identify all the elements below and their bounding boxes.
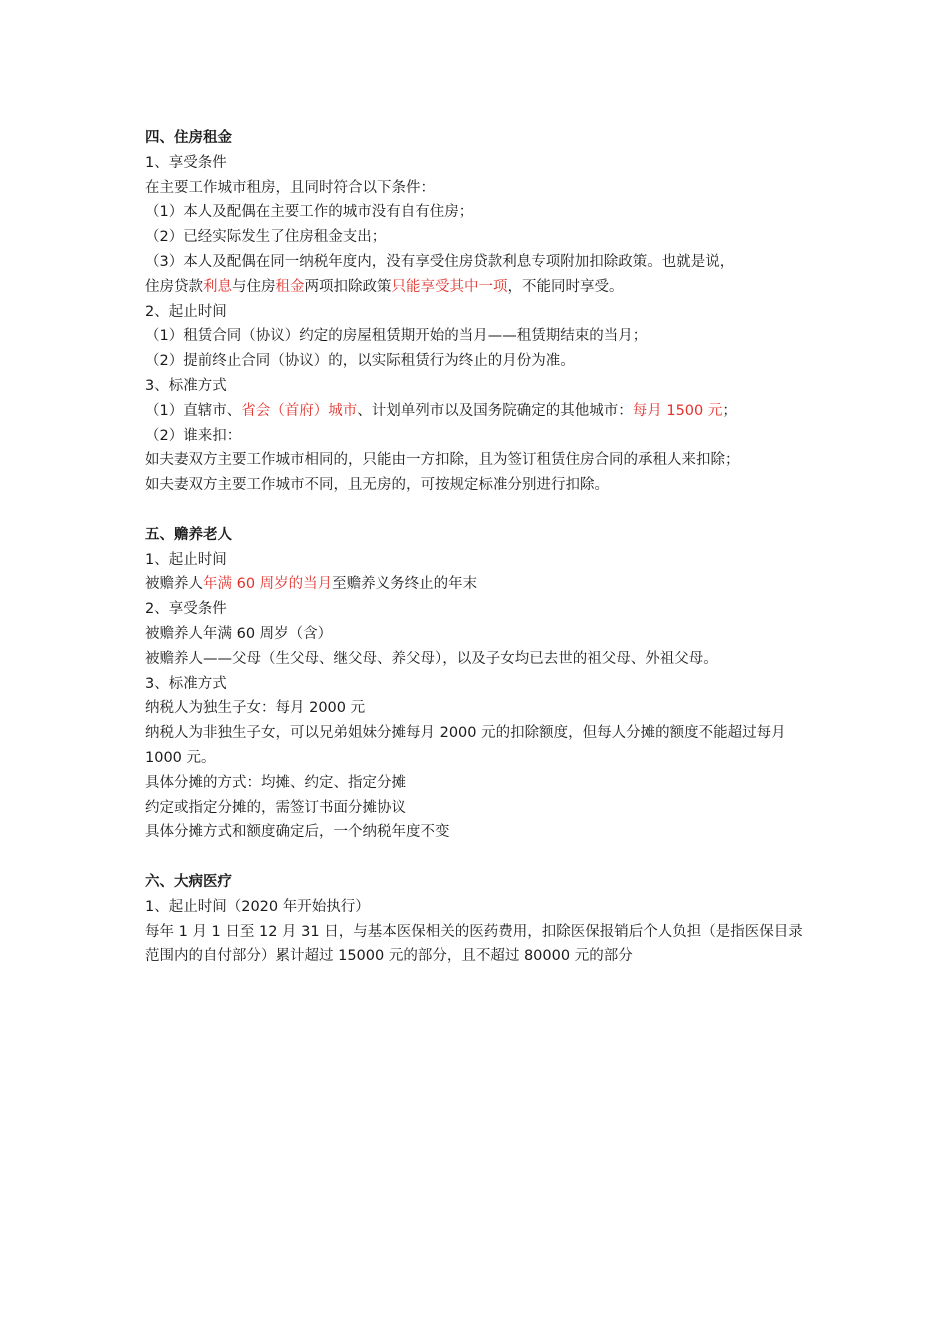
- text-segment: 两项扣除政策: [304, 278, 392, 295]
- paragraph-line: [145, 349, 810, 374]
- paragraph-line: [145, 622, 810, 647]
- paragraph-line: [145, 275, 810, 300]
- text-segment: 纳税人为非独生子女，可以兄弟姐妹分摊每月 2000 元的扣除额度，但每人分摊的额度不能超过每月 1000 元。: [145, 725, 786, 766]
- paragraph-line: [145, 572, 810, 597]
- text-segment: （1）本人及配偶在主要工作的城市没有自有住房；: [145, 204, 474, 221]
- paragraph-line: [145, 920, 810, 970]
- highlight-text: 每月 1500 元: [632, 402, 723, 419]
- text-segment: 3、标准方式: [145, 675, 227, 692]
- section: [145, 126, 810, 498]
- paragraph-line: [145, 200, 810, 225]
- text-segment: 如夫妻双方主要工作城市不同，且无房的，可按规定标准分别进行扣除。: [145, 477, 609, 494]
- text-segment: 具体分摊方式和额度确定后，一个纳税年度不变: [145, 824, 450, 841]
- text-segment: 在主要工作城市租房，且同时符合以下条件：: [145, 179, 435, 196]
- highlight-text: 租金: [275, 278, 305, 295]
- text-segment: 约定或指定分摊的，需签订书面分摊协议: [145, 799, 406, 816]
- section: [145, 870, 810, 969]
- section-spacer: [145, 845, 810, 870]
- paragraph-line: [145, 771, 810, 796]
- paragraph-line: [145, 250, 810, 275]
- paragraph-line: [145, 176, 810, 201]
- paragraph-line: [145, 473, 810, 498]
- highlight-text: 利息: [203, 278, 232, 295]
- paragraph-line: [145, 895, 810, 920]
- text-segment: （2）谁来扣：: [145, 427, 242, 444]
- paragraph-line: [145, 374, 810, 399]
- paragraph-line: [145, 225, 810, 250]
- text-segment: ；: [722, 402, 737, 419]
- text-segment: （2）提前终止合同（协议）的，以实际租赁行为终止的月份为准。: [145, 353, 575, 370]
- section-heading: 四、住房租金: [145, 130, 232, 146]
- text-segment: 被赡养人——父母（生父母、继父母、养父母），以及子女均已去世的祖父母、外祖父母。: [145, 650, 718, 667]
- text-segment: 与住房: [232, 278, 276, 295]
- text-segment: 如夫妻双方主要工作城市相同的，只能由一方扣除，且为签订租赁住房合同的承租人来扣除；: [145, 452, 740, 469]
- text-segment: 至赡养义务终止的年末: [332, 576, 478, 593]
- text-segment: 3、标准方式: [145, 377, 227, 394]
- paragraph-line: [145, 597, 810, 622]
- paragraph-line: [145, 399, 810, 424]
- section-heading: 六、大病医疗: [145, 873, 232, 890]
- paragraph-line: [145, 796, 810, 821]
- text-segment: 住房贷款: [145, 278, 203, 295]
- highlight-text: 年满 60 周岁的当月: [203, 576, 333, 593]
- text-segment: 每年 1 月 1 日至 12 月 31 日，与基本医保相关的医药费用，扣除医保报销后个人负担（是指医保目录范围内的自付部分）累计超过 15000 元的部分，且不超过 80000 元的部分: [145, 923, 803, 965]
- paragraph-line: [145, 448, 810, 473]
- text-segment: 具体分摊的方式：均摊、约定、指定分摊: [145, 774, 406, 791]
- text-segment: 、计划单列市以及国务院确定的其他城市：: [357, 402, 633, 419]
- text-segment: 2、起止时间: [145, 303, 227, 320]
- paragraph-line: [145, 820, 810, 845]
- text-segment: 1、起止时间（2020 年开始执行）: [145, 898, 370, 915]
- text-segment: 纳税人为独生子女：每月 2000 元: [145, 700, 366, 717]
- paragraph-line: [145, 300, 810, 325]
- paragraph-line: [145, 647, 810, 672]
- section-heading: 五、赡养老人: [145, 526, 232, 543]
- highlight-text: 只能享受其中一项: [391, 278, 508, 295]
- text-segment: （3）本人及配偶在同一纳税年度内，没有享受住房贷款利息专项附加扣除政策。也就是说，: [145, 253, 735, 270]
- text-segment: （2）已经实际发生了住房租金支出；: [145, 229, 387, 246]
- text-segment: 1、享受条件: [145, 154, 227, 171]
- text-segment: 被赡养人年满 60 周岁（含）: [145, 625, 333, 642]
- section-spacer: [145, 498, 810, 523]
- paragraph-line: [145, 672, 810, 697]
- paragraph-line: [145, 324, 810, 349]
- paragraph-line: [145, 151, 810, 176]
- text-segment: （1）租赁合同（协议）约定的房屋租赁期开始的当月——租赁期结束的当月；: [145, 328, 648, 345]
- paragraph-line: [145, 424, 810, 449]
- document-body: [145, 126, 810, 969]
- paragraph-line: [145, 548, 810, 573]
- text-segment: ，不能同时享受。: [507, 278, 624, 295]
- section: [145, 523, 810, 845]
- highlight-text: 省会（首府）城市: [241, 402, 358, 419]
- text-segment: 1、起止时间: [145, 551, 227, 568]
- paragraph-line: [145, 721, 810, 771]
- text-segment: 2、享受条件: [145, 601, 227, 618]
- text-segment: （1）直辖市、: [145, 402, 242, 419]
- text-segment: 被赡养人: [145, 576, 203, 593]
- paragraph-line: [145, 696, 810, 721]
